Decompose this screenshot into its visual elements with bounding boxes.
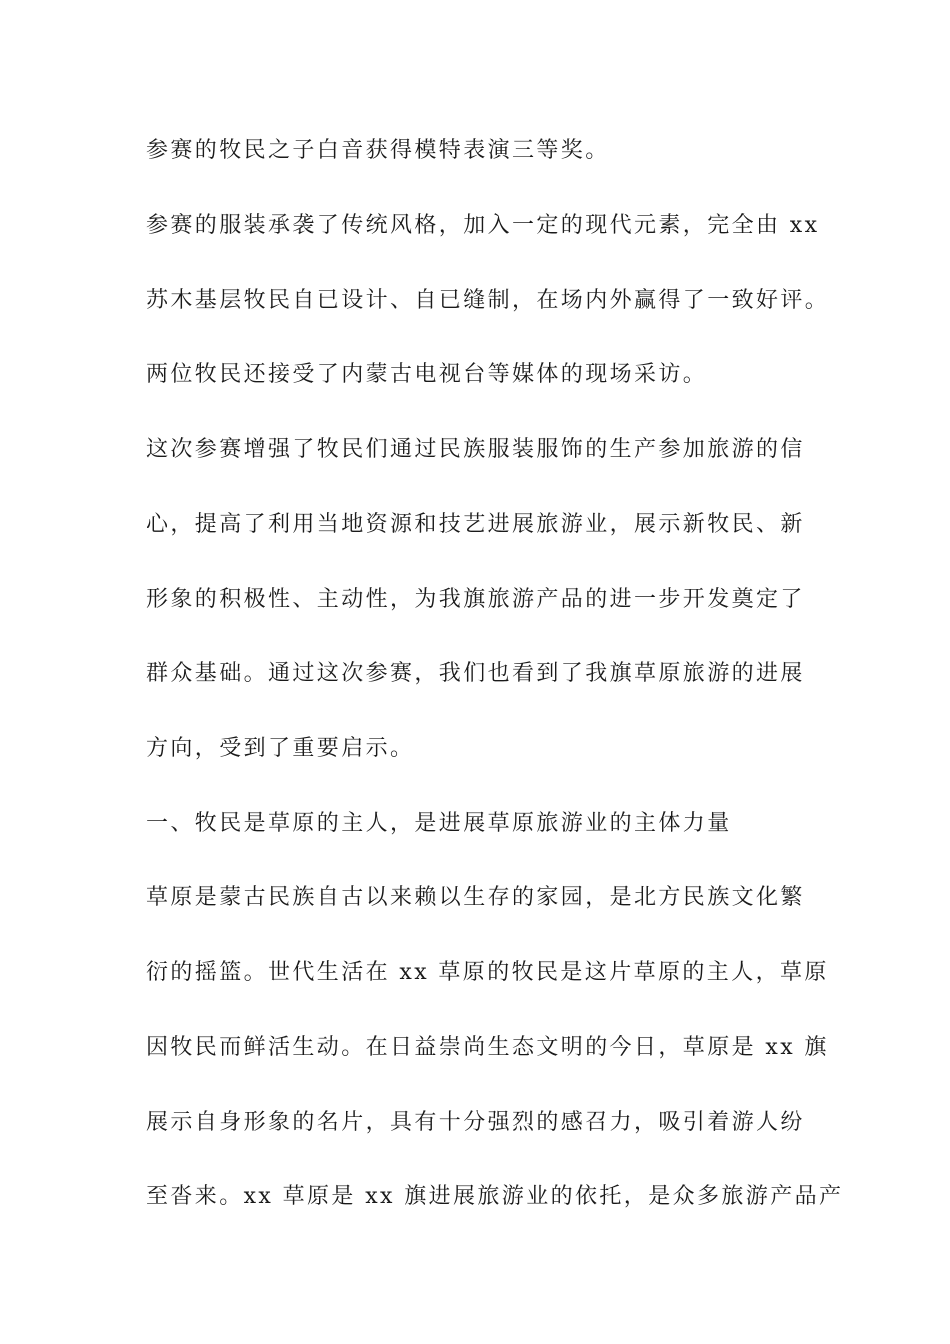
text-line: 形象的积极性、主动性，为我旗旅游产品的进一步开发奠定了 — [146, 587, 805, 612]
text-line: 苏木基层牧民自已设计、自已缝制，在场内外赢得了一致好评。 — [146, 288, 830, 313]
text-line: 参赛的牧民之子白音获得模特表演三等奖。 — [146, 138, 610, 163]
text-line: 群众基础。通过这次参赛，我们也看到了我旗草原旅游的进展 — [146, 661, 805, 686]
text-line: 参赛的服装承袭了传统风格，加入一定的现代元素，完全由 xx — [146, 213, 820, 238]
text-line: 因牧民而鲜活生动。在日益崇尚生态文明的今日，草原是 xx 旗 — [146, 1035, 829, 1060]
text-line: 至沓来。xx 草原是 xx 旗进展旅游业的依托，是众多旅游产品产 — [146, 1184, 844, 1209]
text-line: 心，提高了利用当地资源和技艺进展旅游业，展示新牧民、新 — [146, 512, 805, 537]
section-heading: 一、牧民是草原的主人，是进展草原旅游业的主体力量 — [146, 811, 732, 836]
text-line: 两位牧民还接受了内蒙古电视台等媒体的现场采访。 — [146, 362, 708, 387]
text-line: 展示自身形象的名片，具有十分强烈的感召力，吸引着游人纷 — [146, 1110, 805, 1135]
text-line: 衍的摇篮。世代生活在 xx 草原的牧民是这片草原的主人，草原 — [146, 960, 829, 985]
text-line: 方向，受到了重要启示。 — [146, 736, 415, 761]
text-line: 这次参赛增强了牧民们通过民族服装服饰的生产参加旅游的信 — [146, 437, 805, 462]
text-line: 草原是蒙古民族自古以来赖以生存的家园，是北方民族文化繁 — [146, 885, 805, 910]
